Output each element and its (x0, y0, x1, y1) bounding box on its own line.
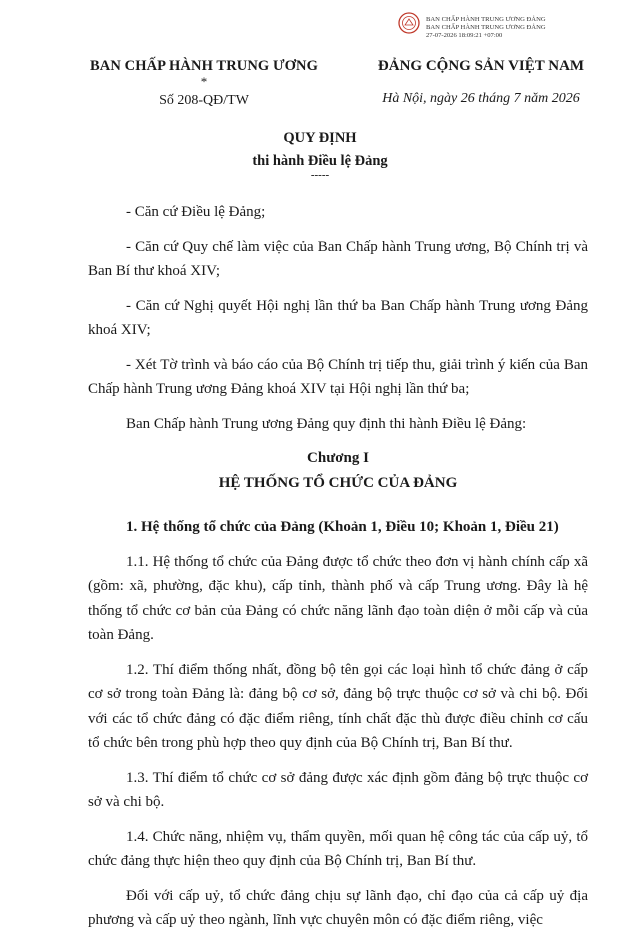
document-subject: thi hành Điều lệ Đảng (252, 153, 388, 169)
enacting-clause: Ban Chấp hành Trung ương Đảng quy định thi hành Điều lệ Đảng: (126, 415, 527, 432)
document-title-block (60, 130, 580, 180)
clause-1-1: 1.1. Hệ thống tổ chức của Đảng được tổ chức theo đơn vị hành chính cấp xã (gồm: xã, phường, đặc khu), cấp tỉnh, thành phố và cấp Trung ương. Đây là hệ thống tổ chức cơ bản của Đảng có chức năng lãnh đạo toàn diện ở mỗi cấp và của toàn Đảng. (88, 553, 588, 643)
digital-signature-stamp (398, 8, 630, 54)
title-divider: ----- (310, 169, 330, 181)
stamp-line-3: 27-07-2026 18:09:21 +07:00 (426, 32, 503, 39)
party-name: ĐẢNG CỘNG SẢN VIỆT NAM (377, 58, 585, 74)
document-body (88, 200, 588, 943)
basis-paragraph-2: - Căn cứ Quy chế làm việc của Ban Chấp hành Trung ương, Bộ Chính trị và Ban Bí thư khoá XIV; (88, 238, 588, 279)
chapter-label: Chương I (307, 450, 369, 466)
chapter-title: HỆ THỐNG TỔ CHỨC CỦA ĐẢNG (218, 474, 458, 491)
basis-paragraph-1: - Căn cứ Điều lệ Đảng; (126, 204, 266, 220)
chapter-heading (88, 446, 588, 495)
party-block (336, 58, 626, 107)
basis-paragraph-4: - Xét Tờ trình và báo cáo của Bộ Chính trị tiếp thu, giải trình ý kiến của Ban Chấp hành Trung ương Đảng khoá XIV tại Hội nghị lần thứ ba; (88, 356, 588, 397)
clause-1-2: 1.2. Thí điểm thống nhất, đồng bộ tên gọi các loại hình tổ chức đảng ở cấp cơ sở trong toàn Đảng là: đảng bộ cơ sở, đảng bộ trực thuộc cơ sở và chi bộ. Đối với các tổ chức đảng có đặc điểm riêng, tính chất đặc thù được điều chỉnh cơ cấu tổ chức bên trong phù hợp theo quy định của Bộ Chính trị, Ban Bí thư. (88, 661, 588, 751)
section-heading-1: 1. Hệ thống tổ chức của Đảng (Khoản 1, Điều 10; Khoản 1, Điều 21) (126, 519, 559, 535)
stamp-text (426, 16, 546, 40)
issuer-name: BAN CHẤP HÀNH TRUNG ƯƠNG (90, 58, 318, 74)
round-signature-seal-icon (398, 12, 420, 34)
place-date: Hà Nội, ngày 26 tháng 7 năm 2026 (382, 91, 580, 106)
issuer-block (74, 58, 334, 109)
clause-1-3: 1.3. Thí điểm tổ chức cơ sở đảng được xác định gồm đảng bộ trực thuộc cơ sở và chi bộ. (88, 769, 588, 810)
stamp-line-1: BAN CHẤP HÀNH TRUNG ƯƠNG ĐẢNG (426, 16, 546, 23)
clause-1-4-continued: Đối với cấp uỷ, tổ chức đảng chịu sự lãnh đạo, chỉ đạo của cả cấp uỷ địa phương và cấp uỷ theo ngành, lĩnh vực chuyên môn có đặc điểm riêng, việc (88, 887, 588, 928)
clause-1-4: 1.4. Chức năng, nhiệm vụ, thẩm quyền, mối quan hệ công tác của cấp uỷ, tổ chức đảng thực hiện theo quy định của Bộ Chính trị, Ban Bí thư. (88, 828, 588, 869)
issuer-star: * (200, 74, 208, 89)
document-number: Số 208-QĐ/TW (159, 93, 249, 108)
basis-paragraph-3: - Căn cứ Nghị quyết Hội nghị lần thứ ba Ban Chấp hành Trung ương Đảng khoá XIV; (88, 297, 588, 338)
stamp-line-2: BAN CHẤP HÀNH TRUNG ƯƠNG ĐẢNG (426, 24, 546, 31)
document-type: QUY ĐỊNH (283, 130, 357, 146)
